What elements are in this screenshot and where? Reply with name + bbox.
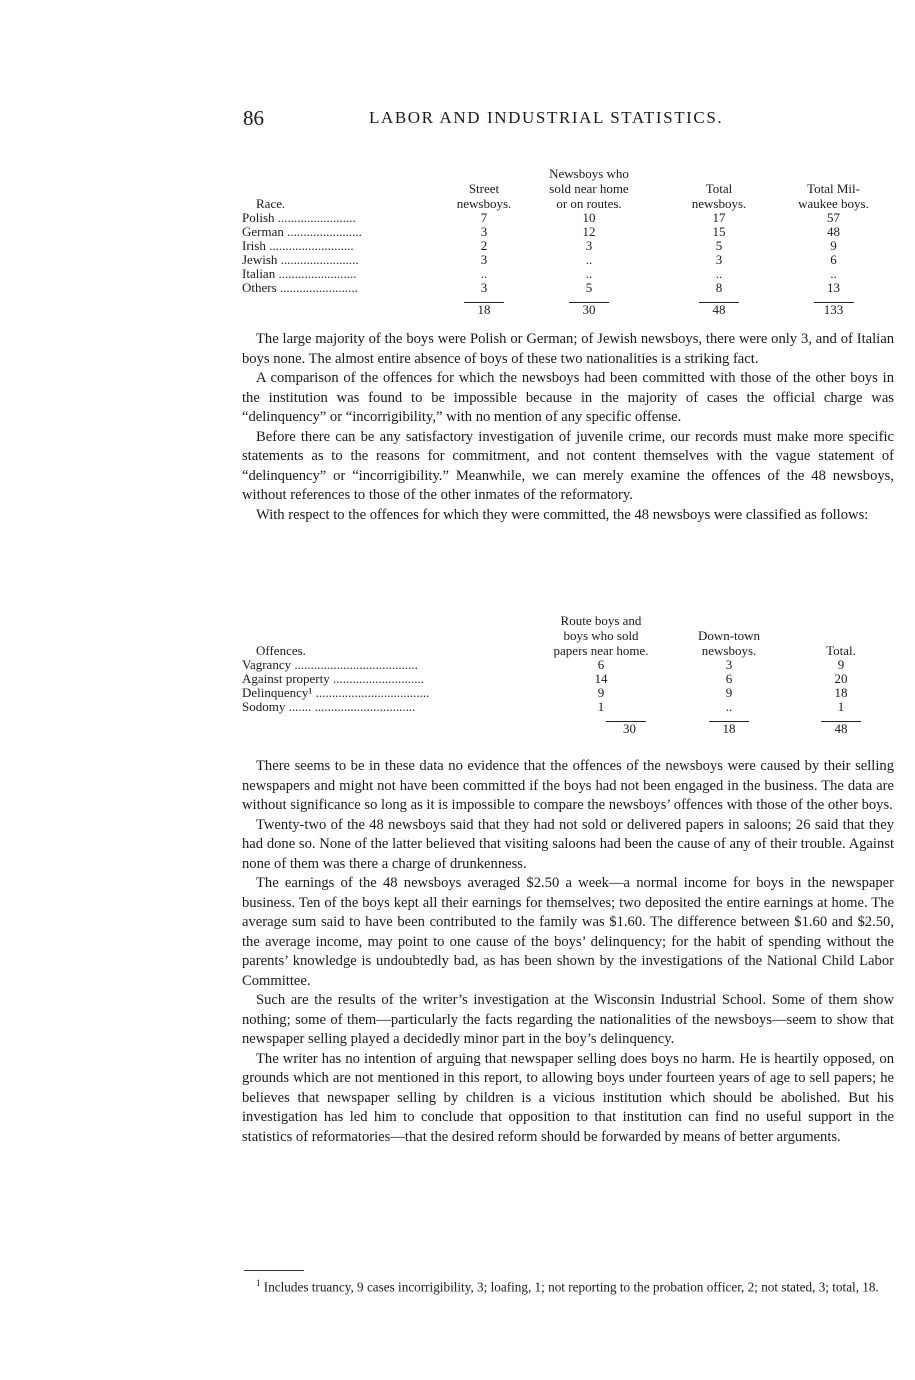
race-cell: 17 [712, 210, 726, 225]
footnote-marker: 1 [256, 1278, 261, 1288]
race-label: Irish .......................... [242, 238, 354, 253]
offence-cell: 14 [594, 671, 608, 686]
race-header-street [455, 166, 513, 211]
race-cell: .. [585, 252, 593, 267]
offence-label: Delinquency¹ ................................... [242, 685, 430, 700]
race-totals-row [242, 303, 894, 317]
race-cell: 9 [830, 238, 837, 253]
offence-cell: 9 [725, 685, 733, 700]
offences-header-route [532, 613, 670, 658]
footnote-text: Includes truancy, 9 cases incorrigibility, 3; loafing, 1; not reporting to the probation officer, 2; not stated, 3; total, 18. [263, 1279, 879, 1295]
paragraph: The writer has no intention of arguing that newspaper selling does boys no harm. He is heartily opposed, on grounds which are not mentioned in this report, to allowing boys under fourteen years of age to sell papers; he believes that newspaper selling by children is a vicious institution which should be abolished. But his investigation has led him to conclude that opposition to that institution can find no useful support in the statistics of reformatories—that the desired reform should be forwarded by means of better arguments. [242, 1050, 894, 1145]
race-label: Italian ........................ [242, 266, 357, 281]
table-row [242, 225, 894, 239]
race-total: 133 [823, 302, 844, 317]
race-header-routes-text: Newsboys who sold near home or on routes. [549, 166, 629, 211]
race-cell: 7 [480, 210, 488, 225]
offence-cell: .. [725, 699, 733, 714]
race-header-routes [513, 166, 665, 211]
offence-label: Vagrancy ...................................... [242, 657, 418, 672]
paragraph: A comparison of the offences for which the newsboys had been committed with those of the other boys in the institution was found to be impossible because in the majority of cases the official charge was “delinquency” or “incorrigibility,” with no mention of any specific offense. [242, 370, 894, 425]
table-row [242, 700, 894, 714]
race-cell: 3 [480, 252, 488, 267]
running-head [243, 106, 893, 132]
offences-totals-row [242, 722, 894, 736]
race-total: 48 [712, 302, 726, 317]
offence-cell: 9 [837, 657, 845, 672]
offences-table [242, 613, 894, 736]
race-header-milwaukee-text: Total Mil- waukee boys. [798, 181, 869, 211]
race-cell: 13 [827, 280, 840, 295]
footnote [242, 1276, 894, 1294]
table-row [242, 253, 894, 267]
body-text-section-a [242, 330, 894, 525]
race-label: Others ........................ [242, 280, 358, 295]
race-label: Jewish ........................ [242, 252, 359, 267]
offence-label: Sodomy ....... ............................... [242, 699, 416, 714]
offence-cell: 18 [834, 685, 848, 700]
race-cell: 48 [827, 224, 840, 239]
body-text-section-b [242, 757, 894, 1147]
race-label: German ....................... [242, 224, 362, 239]
offences-header-downtown [670, 613, 788, 658]
table-row [242, 211, 894, 225]
table-row [242, 239, 894, 253]
offence-cell: 1 [597, 699, 605, 714]
paragraph: Twenty-two of the 48 newsboys said that they had not sold or delivered papers in saloons; 26 said that they had done so. None of the latter believed that visiting saloons had been the cause of any of their trouble. Against none of them was there a charge of drunkenness. [242, 816, 894, 872]
race-label: Polish ........................ [242, 210, 356, 225]
offences-table-header [242, 613, 894, 658]
page-number: 86 [243, 106, 264, 130]
offence-cell: 1 [837, 699, 845, 714]
race-cell: 8 [715, 280, 723, 295]
race-cell: .. [715, 266, 723, 281]
table-row [242, 672, 894, 686]
paragraph: There seems to be in these data no evidence that the offences of the newsboys were caused by their selling newspapers and might not have been committed if the boys had not been engaged in the business. The data are without significance so long as it is impossible to compare the newsboys’ offences with those of the other boys. [242, 758, 894, 813]
race-cell: 12 [582, 224, 596, 239]
offences-total-rules [242, 714, 894, 722]
offence-cell: 20 [834, 671, 848, 686]
race-total: 18 [477, 302, 491, 317]
table-row [242, 658, 894, 672]
paragraph: The earnings of the 48 newsboys averaged $2.50 a week—a normal income for boys in the newspaper business. Ten of the boys kept all their earnings for themselves; two deposited the entire earnings at home. The average sum said to have been contributed to the family was $1.60. The difference between $1.60 and $2.50, the average income, may point to one cause of the boys’ delinquency; for the habit of spending without the parents’ knowledge is undoubtedly bad, as has been shown by the investigations of the National Child Labor Committee. [242, 875, 894, 989]
table-row [242, 686, 894, 700]
offence-total: 30 [623, 721, 636, 736]
offence-cell: 6 [725, 671, 733, 686]
race-header-street-text: Street newsboys. [456, 181, 512, 211]
race-header-total [665, 166, 773, 211]
offences-header-downtown-text: Down-town newsboys. [697, 628, 761, 658]
footnote-rule [244, 1270, 304, 1271]
table-row [242, 267, 894, 281]
paragraph: Before there can be any satisfactory investigation of juvenile crime, our records must make more specific statements as to the reasons for commitment, and not content themselves with the vague statement of “delinquency” or “incorrigibility.” Meanwhile, we can merely examine the offences of the 48 newsboys, without references to those of the other inmates of the reformatory. [242, 428, 894, 503]
offences-header-total [788, 613, 894, 658]
table-row [242, 281, 894, 295]
race-header-total-text: Total newsboys. [691, 181, 747, 211]
offences-header-total-text: Total. [826, 643, 856, 658]
race-table [242, 166, 894, 317]
race-cell: 15 [712, 224, 726, 239]
race-cell: 3 [480, 224, 488, 239]
offences-header-route-text: Route boys and boys who sold papers near home. [553, 613, 649, 658]
race-cell: 3 [480, 280, 488, 295]
offence-total: 48 [834, 721, 848, 736]
race-cell: 57 [827, 210, 840, 225]
race-total: 30 [582, 302, 596, 317]
running-title: LABOR AND INDUSTRIAL STATISTICS. [369, 108, 724, 127]
paragraph: With respect to the offences for which they were committed, the 48 newsboys were classified as follows: [256, 506, 869, 523]
paragraph: The large majority of the boys were Polish or German; of Jewish newsboys, there were only 3, and of Italian boys none. The almost entire absence of boys of these two nationalities is a striking fact. [242, 331, 894, 367]
offence-cell: 9 [597, 685, 605, 700]
race-cell: .. [830, 266, 837, 281]
offence-label: Against property ............................ [242, 671, 424, 686]
race-total-rules [242, 295, 894, 303]
paragraph: Such are the results of the writer’s investigation at the Wisconsin Industrial School. Some of them show nothing; some of them—particularly the facts regarding the nationalities of the newsboys—seem to show that newspaper selling played a decidedly minor part in the boy’s delinquency. [242, 992, 894, 1047]
offence-cell: 3 [725, 657, 733, 672]
race-cell: 5 [715, 238, 723, 253]
race-cell: 6 [830, 252, 837, 267]
offence-total: 18 [722, 721, 736, 736]
race-cell: 3 [715, 252, 723, 267]
offence-cell: 6 [597, 657, 605, 672]
race-header-race: Race. [256, 196, 286, 211]
race-cell: 5 [585, 280, 593, 295]
race-cell: .. [480, 266, 488, 281]
race-header-milwaukee [773, 166, 894, 211]
race-cell: .. [585, 266, 593, 281]
race-table-header [242, 166, 894, 211]
race-cell: 2 [480, 238, 488, 253]
offences-header-offences: Offences. [256, 643, 306, 658]
race-cell: 3 [585, 238, 593, 253]
race-cell: 10 [582, 210, 596, 225]
